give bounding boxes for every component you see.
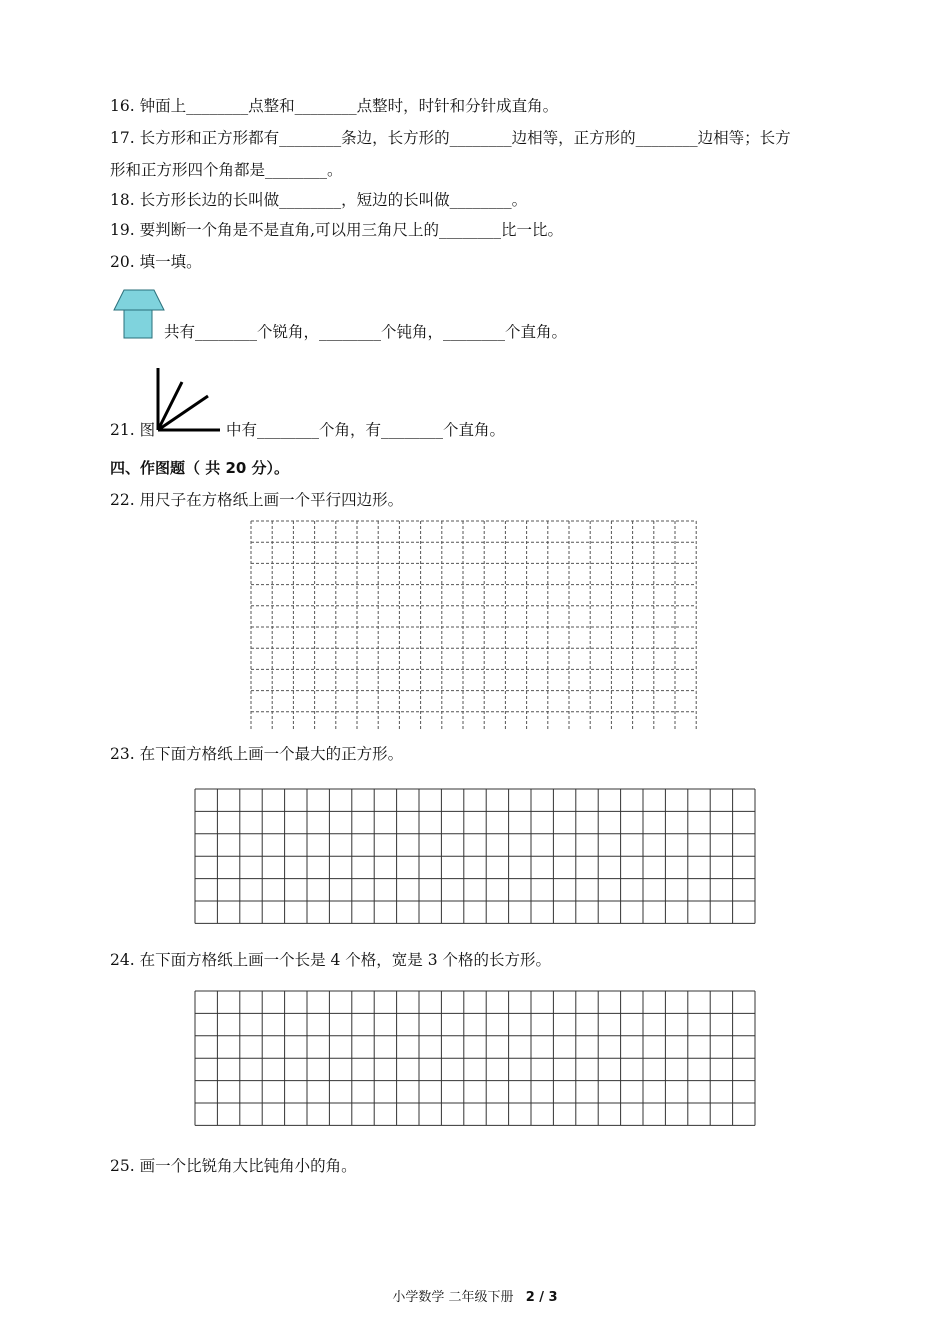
question-17-line1: 17. 长方形和正方形都有________条边，长方形的________边相等，正方形的________边相等；长方 xyxy=(110,129,791,147)
question-19: 19. 要判断一个角是不是直角,可以用三角尺上的________比一比。 xyxy=(110,221,564,239)
trapezoid-rectangle-shape-icon xyxy=(112,288,166,340)
grid-paper-rectangle[interactable] xyxy=(194,990,756,1128)
question-22: 22. 用尺子在方格纸上画一个平行四边形。 xyxy=(110,491,404,509)
question-20: 20. 填一填。 xyxy=(110,253,202,271)
question-25: 25. 画一个比锐角大比钝角小的角。 xyxy=(110,1157,357,1175)
question-16: 16. 钟面上________点整和________点整时，时针和分针成直角。 xyxy=(110,97,559,115)
question-21-fill: 中有________个角，有________个直角。 xyxy=(226,421,506,439)
question-18: 18. 长方形长边的长叫做________，短边的长叫做________。 xyxy=(110,191,528,209)
page-footer xyxy=(0,1286,950,1305)
question-24: 24. 在下面方格纸上画一个长是 4 个格，宽是 3 个格的长方形。 xyxy=(110,951,552,969)
section-4-heading: 四、作图题（ 共 20 分）。 xyxy=(110,459,290,477)
question-17-line2: 形和正方形四个角都是________。 xyxy=(110,161,343,179)
angle-rays-icon xyxy=(152,366,222,434)
question-20-fill: 共有________个锐角，________个钝角，________个直角。 xyxy=(164,323,568,341)
grid-paper-square[interactable] xyxy=(194,788,758,926)
footer-text: 小学数学 二年级下册 xyxy=(392,1290,514,1305)
dashed-grid-paper[interactable] xyxy=(250,520,700,730)
question-21-prefix: 21. 图 xyxy=(110,421,156,439)
question-23: 23. 在下面方格纸上画一个最大的正方形。 xyxy=(110,745,404,763)
page-number: 2 / 3 xyxy=(525,1290,558,1305)
